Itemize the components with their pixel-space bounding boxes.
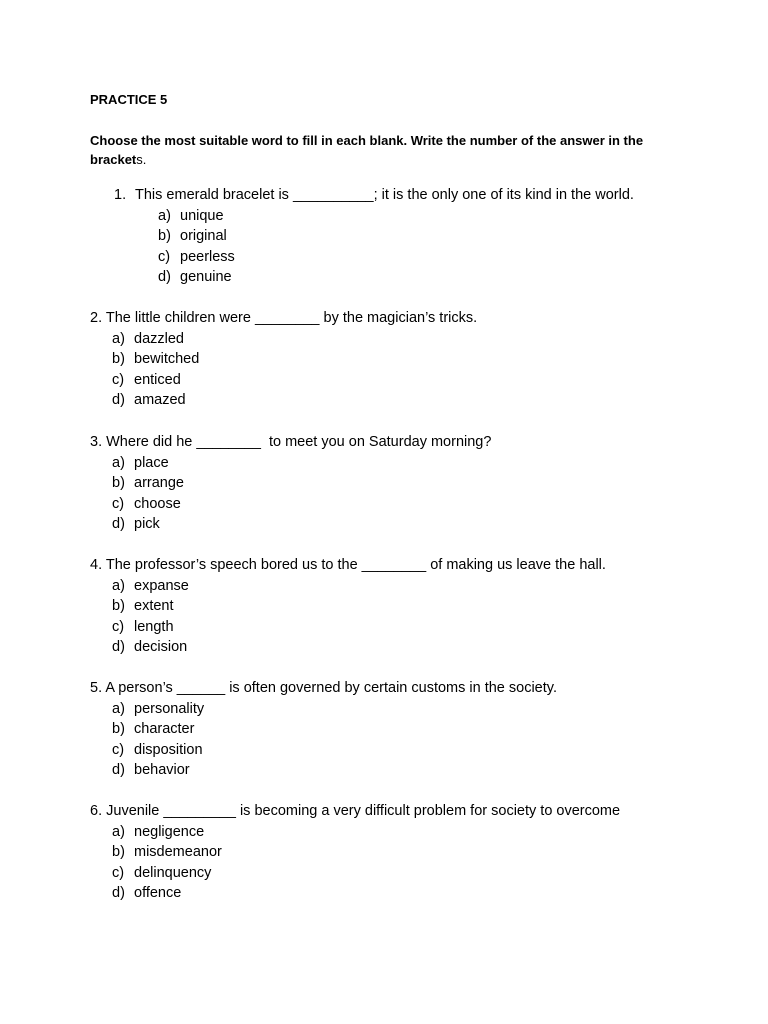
option-text: character [134, 721, 195, 738]
option-a [112, 453, 491, 474]
option-text: behavior [134, 762, 190, 779]
option-list [112, 822, 620, 904]
option-list [112, 453, 491, 535]
option-d [112, 390, 477, 411]
option-text: length [134, 618, 174, 635]
option-text: negligence [134, 823, 205, 840]
instructions-tail: s. [136, 152, 147, 167]
option-text: delinquency [134, 864, 212, 881]
option-c [112, 740, 557, 761]
option-letter: d) [112, 639, 125, 656]
option-text: offence [134, 885, 182, 902]
question-text: Where did he ________ to meet you on Saturday morning? [106, 434, 492, 450]
option-a [112, 822, 620, 843]
page-title: PRACTICE 5 [90, 92, 168, 107]
option-d [112, 637, 606, 658]
option-text: pick [134, 516, 160, 533]
option-letter: c) [112, 371, 125, 388]
option-c [158, 247, 634, 268]
option-letter: b) [112, 351, 125, 368]
option-text: arrange [134, 475, 184, 492]
option-letter: d) [112, 392, 125, 409]
option-b [158, 226, 634, 247]
question-stem [90, 308, 477, 329]
option-letter: a) [112, 577, 125, 594]
option-letter: a) [112, 823, 125, 840]
option-d [158, 267, 634, 288]
option-text: bewitched [134, 351, 200, 368]
option-letter: a) [112, 330, 125, 347]
option-text: decision [134, 639, 188, 656]
question-stem [90, 432, 491, 453]
option-text: amazed [134, 392, 186, 409]
question-3 [90, 432, 491, 535]
option-text: disposition [134, 741, 203, 758]
instructions-main: Choose the most suitable word to fill in each blank. Write the number of the answer in the bracket [90, 133, 644, 167]
question-5 [90, 678, 557, 781]
option-d [112, 514, 491, 535]
option-text: genuine [180, 269, 232, 286]
question-stem [114, 185, 634, 206]
question-text: This emerald bracelet is __________; it is the only one of its kind in the world. [135, 187, 634, 203]
option-letter: c) [158, 248, 171, 265]
option-list [112, 699, 557, 781]
option-letter: c) [112, 495, 125, 512]
option-text: place [134, 454, 169, 471]
option-a [112, 576, 606, 597]
question-6 [90, 801, 620, 904]
option-letter: b) [112, 598, 125, 615]
option-a [158, 206, 634, 227]
option-b [112, 473, 491, 494]
question-1 [90, 185, 634, 288]
option-letter: b) [158, 228, 171, 245]
option-letter: b) [112, 475, 125, 492]
option-letter: d) [158, 269, 171, 286]
option-d [112, 760, 557, 781]
option-letter: c) [112, 864, 125, 881]
question-number: 2. [90, 310, 103, 326]
option-b [112, 349, 477, 370]
option-letter: a) [112, 700, 125, 717]
option-letter: a) [158, 207, 171, 224]
option-text: peerless [180, 248, 235, 265]
option-letter: d) [112, 885, 125, 902]
option-d [112, 883, 620, 904]
option-c [112, 370, 477, 391]
option-c [112, 863, 620, 884]
question-number: 1. [114, 187, 127, 203]
option-text: personality [134, 700, 205, 717]
option-text: enticed [134, 371, 181, 388]
option-letter: d) [112, 516, 125, 533]
question-4 [90, 555, 606, 658]
option-c [112, 494, 491, 515]
option-text: extent [134, 598, 174, 615]
question-stem [90, 801, 620, 822]
question-text: The little children were ________ by the magician’s tricks. [105, 310, 478, 326]
question-number: 3. [90, 434, 103, 450]
question-text: The professor’s speech bored us to the ________ of making us leave the hall. [105, 557, 606, 573]
option-list [158, 206, 634, 288]
option-letter: d) [112, 762, 125, 779]
question-number: 4. [90, 557, 103, 573]
question-number: 5. [90, 680, 103, 696]
option-text: dazzled [134, 330, 184, 347]
option-letter: a) [112, 454, 125, 471]
option-text: choose [134, 495, 181, 512]
option-c [112, 617, 606, 638]
option-letter: c) [112, 618, 125, 635]
option-b [112, 596, 606, 617]
option-text: unique [180, 207, 224, 224]
option-letter: b) [112, 721, 125, 738]
question-2 [90, 308, 477, 411]
question-text: A person’s ______ is often governed by certain customs in the society. [105, 680, 557, 696]
question-text: Juvenile _________ is becoming a very difficult problem for society to overcome [106, 803, 621, 819]
option-a [112, 699, 557, 720]
option-text: misdemeanor [134, 844, 222, 861]
question-number: 6. [90, 803, 103, 819]
option-list [112, 576, 606, 658]
instructions [90, 131, 690, 169]
option-letter: b) [112, 844, 125, 861]
option-letter: c) [112, 741, 125, 758]
question-stem [90, 678, 557, 699]
option-a [112, 329, 477, 350]
option-list [112, 329, 477, 411]
question-stem [90, 555, 606, 576]
option-b [112, 719, 557, 740]
option-text: expanse [134, 577, 189, 594]
option-b [112, 842, 620, 863]
option-text: original [180, 228, 227, 245]
